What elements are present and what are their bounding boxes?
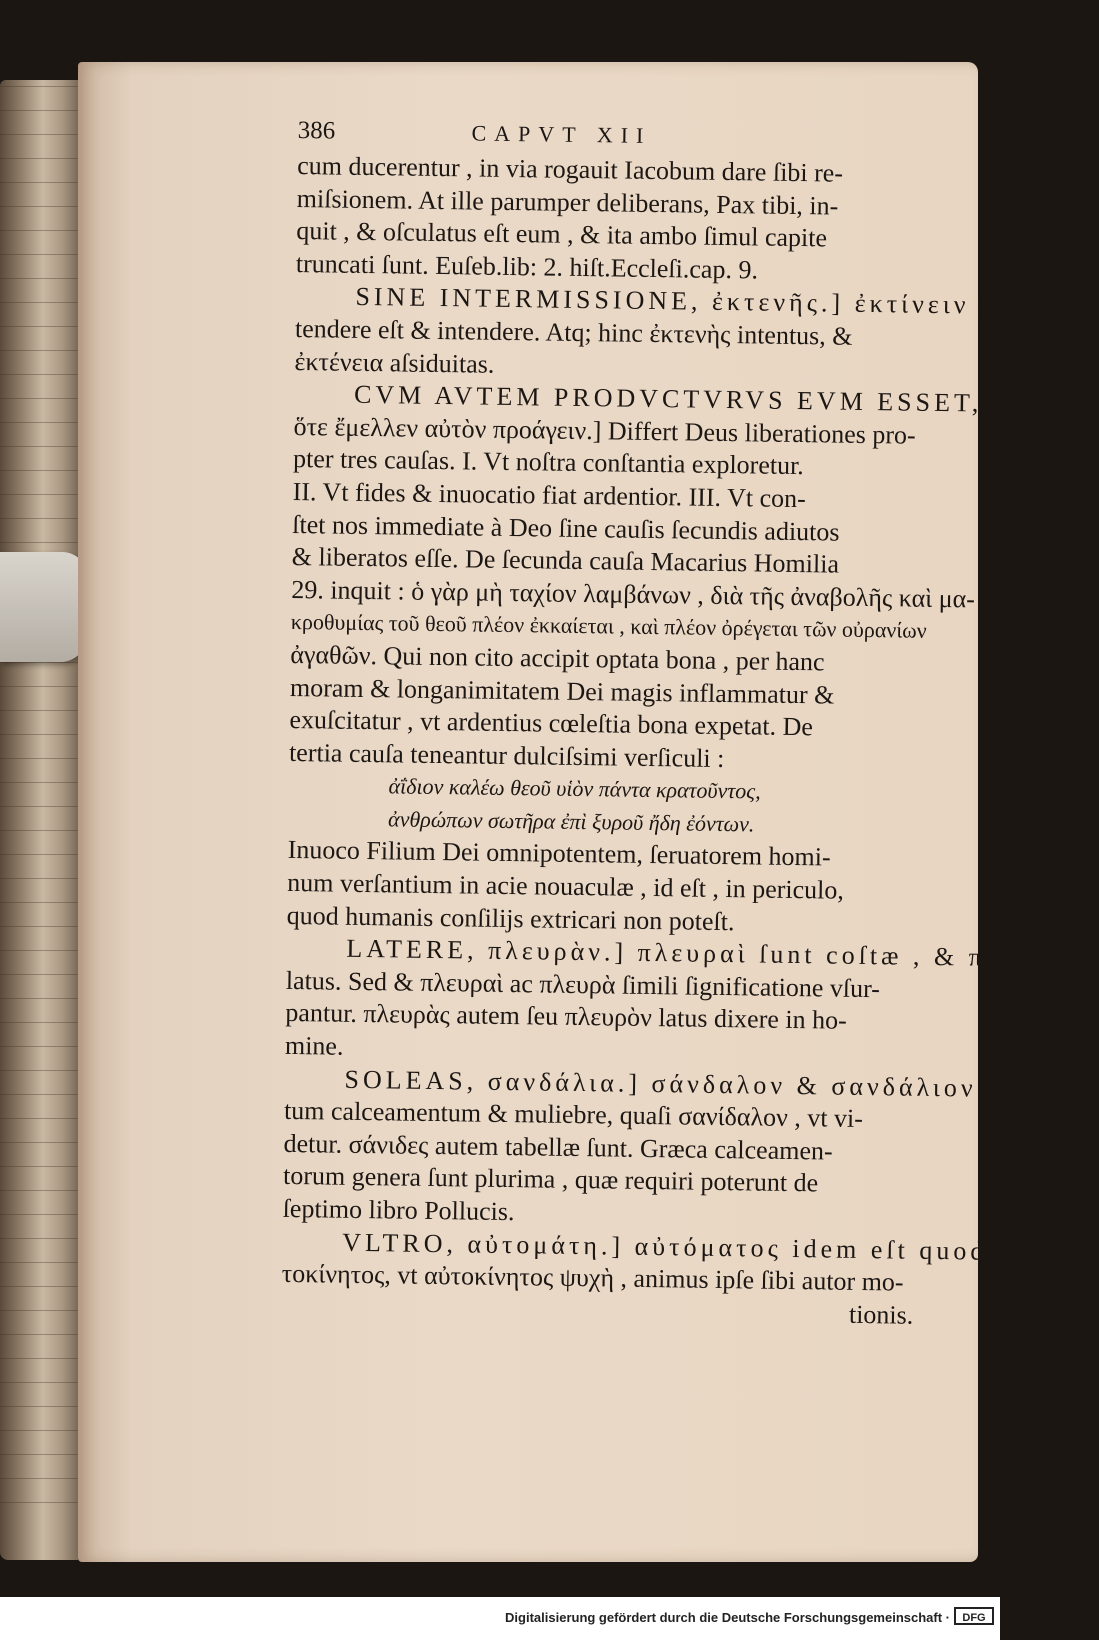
page-edge-line	[0, 1478, 78, 1479]
page-edge-line	[0, 1286, 78, 1287]
book-page-edges	[0, 80, 78, 1560]
lemma-line: SOLEAS, σανδάλια.] σάνδαλον & σανδάλιον delica-	[344, 1064, 1087, 1104]
page-edge-line	[0, 1166, 78, 1167]
text-line: quod humanis conſilijs extricari non poteſt.	[286, 900, 735, 936]
page-edge-line	[0, 710, 78, 711]
page-edge-line	[0, 518, 78, 519]
page-edge-line	[0, 350, 78, 351]
page-edge-line	[0, 758, 78, 759]
page-edge-line	[0, 278, 78, 279]
page-edge-line	[0, 926, 78, 927]
text-line: tendere eſt & intendere. Atq; hinc ἐκτενὴς intentus, &	[294, 313, 853, 351]
text-line: num verſantium in acie nouaculæ , id eſt , in periculo,	[287, 867, 845, 905]
page-edge-line	[0, 1118, 78, 1119]
page-edge-line	[0, 326, 78, 327]
page-edge-line	[0, 470, 78, 471]
footer-credit: Digitalisierung gefördert durch die Deutsche Forschungsgemeinschaft ·	[505, 1610, 950, 1625]
text-line: 29. inquit : ὁ γὰρ μὴ ταχίον λαμβάνων , διὰ τῆς ἀναβολῆς καὶ μα-	[291, 574, 976, 614]
page-edge-line	[0, 806, 78, 807]
page-edge-line	[0, 86, 78, 87]
page-edge-line	[0, 110, 78, 111]
verse-line: ἀΐδιον καλέω θεοῦ υἱὸν πάντα κρατοῦντος,	[388, 773, 761, 804]
text-line: & liberatos eſſe. De ſecunda cauſa Macarius Homilia	[291, 542, 840, 579]
text-line: latus. Sed & πλευραὶ ac πλευρὰ ſimili ſignificatione vſur-	[285, 965, 881, 1004]
text-line: exuſcitatur , vt ardentius cœleſtia bona expetat. De	[289, 705, 814, 742]
text-line: Inuoco Filium Dei omnipotentem, ſeruatorem homi-	[287, 835, 831, 872]
text-line: tum calceamentum & muliebre, quaſi σανίδαλον , vt vi-	[283, 1096, 864, 1134]
text-line: cum ducerentur , in via rogauit Iacobum dare ſibi re-	[297, 150, 844, 188]
page-edge-line	[0, 1094, 78, 1095]
page-edge-line	[0, 1022, 78, 1023]
page-edge-line	[0, 1070, 78, 1071]
page-edge-line	[0, 1214, 78, 1215]
page-edge-line	[0, 1238, 78, 1239]
page-edge-line	[0, 446, 78, 447]
page-edge-line	[0, 1406, 78, 1407]
text-line: tertia cauſa teneantur dulciſsimi verſiculi :	[288, 737, 725, 773]
text-line: II. Vt fides & inuocatio fiat ardentior. III. Vt con-	[292, 476, 806, 514]
page-edge-line	[0, 1262, 78, 1263]
text-line: τοκίνητος, vt αὐτοκίνητος ψυχὴ , animus ipſe ſibi autor mo-	[281, 1259, 904, 1297]
page-edge-line	[0, 686, 78, 687]
page-edge-line	[0, 494, 78, 495]
page-edge-line	[0, 134, 78, 135]
page-edge-line	[0, 158, 78, 159]
page-edge-line	[0, 230, 78, 231]
text-line: mine.	[284, 1030, 344, 1061]
greek-text-line: κροθυμίας τοῦ θεοῦ πλέον ἐκκαίεται , καὶ πλέον ὀρέγεται τῶν οὐρανίων	[290, 609, 927, 644]
bookmark-strip	[0, 552, 88, 662]
page-number: 386	[297, 116, 336, 145]
text-line: quit , & oſculatus eſt eum , & ita ambo ſimul capite	[296, 216, 828, 253]
page-edge-line	[0, 1454, 78, 1455]
text-line: detur. σάνιδες autem tabellæ ſunt. Græca calceamen-	[283, 1128, 833, 1166]
page-edge-line	[0, 542, 78, 543]
page-edge-line	[0, 1334, 78, 1335]
text-line: ſtet nos immediate à Deo ſine cauſis ſecundis adiutos	[292, 509, 840, 547]
page-edge-line	[0, 734, 78, 735]
page-edge-line	[0, 950, 78, 951]
text-line: ἐκτένεια aſsiduitas.	[294, 346, 495, 379]
text-line: tionis.	[848, 1299, 914, 1330]
page-edge-line	[0, 1142, 78, 1143]
page-edge-line	[0, 254, 78, 255]
page-edge-line	[0, 1430, 78, 1431]
text-line: ἀγαθῶν. Qui non cito accipit optata bona , per hanc	[290, 639, 825, 677]
text-line: moram & longanimitatem Dei magis inflammatur &	[289, 672, 835, 710]
page-edge-line	[0, 1190, 78, 1191]
page-edge-line	[0, 302, 78, 303]
page-edge-line	[0, 782, 78, 783]
dfg-logo: DFG	[954, 1607, 994, 1625]
page-edge-line	[0, 1310, 78, 1311]
text-line: torum genera ſunt plurima , quæ requiri poterunt de	[282, 1161, 819, 1198]
page-edge-line	[0, 398, 78, 399]
text-line: ſeptimo libro Pollucis.	[282, 1193, 515, 1227]
digitization-footer	[0, 1597, 1000, 1640]
page-edge-line	[0, 1382, 78, 1383]
page-edge-line	[0, 830, 78, 831]
page-text	[281, 112, 1087, 1332]
page-edge-line	[0, 662, 78, 663]
page-edge-line	[0, 974, 78, 975]
verse-line: ἀνθρώπων σωτῆρα ἐπὶ ξυροῦ ἤδη ἐόντων.	[387, 806, 755, 837]
text-line: ὅτε ἔμελλεν αὐτὸν προάγειν.] Differt Deus liberationes pro-	[293, 411, 916, 450]
lemma-line: VLTRO, αὐτομάτη.] αὐτόματος idem eſt quod αὐ-	[342, 1227, 1046, 1267]
lemma-line: CVM AVTEM PRODVCTVRVS EVM ESSET,	[353, 379, 983, 418]
page-edge-line	[0, 998, 78, 999]
page-edge-line	[0, 902, 78, 903]
page-edge-line	[0, 1502, 78, 1503]
text-line: miſsionem. At ille parumper deliberans, Pax tibi, in-	[296, 183, 839, 221]
page-edge-line	[0, 854, 78, 855]
page-edge-line	[0, 374, 78, 375]
page-edge-line	[0, 422, 78, 423]
text-line: pter tres cauſas. I. Vt noſtra conſtantia exploretur.	[292, 444, 804, 481]
text-line: pantur. πλευρὰς autem ſeu πλευρὸν latus dixere in ho-	[285, 998, 847, 1036]
text-line: truncati ſunt. Euſeb.lib: 2. hiſt.Eccleſi.cap. 9.	[295, 248, 759, 285]
page-edge-line	[0, 878, 78, 879]
running-title: CAPVT XII	[471, 120, 652, 148]
page-edge-line	[0, 206, 78, 207]
lemma-line: SINE INTERMISSIONE, ἐκτενῆς.] ἐκτίνειν Ex-	[355, 282, 1030, 321]
page-edge-line	[0, 1358, 78, 1359]
page-edge-line	[0, 1046, 78, 1047]
lemma-line: LATERE, πλευρὰν.] πλευραὶ ſunt coſtæ , & πλευρὸν	[346, 934, 1085, 974]
page-edge-line	[0, 182, 78, 183]
